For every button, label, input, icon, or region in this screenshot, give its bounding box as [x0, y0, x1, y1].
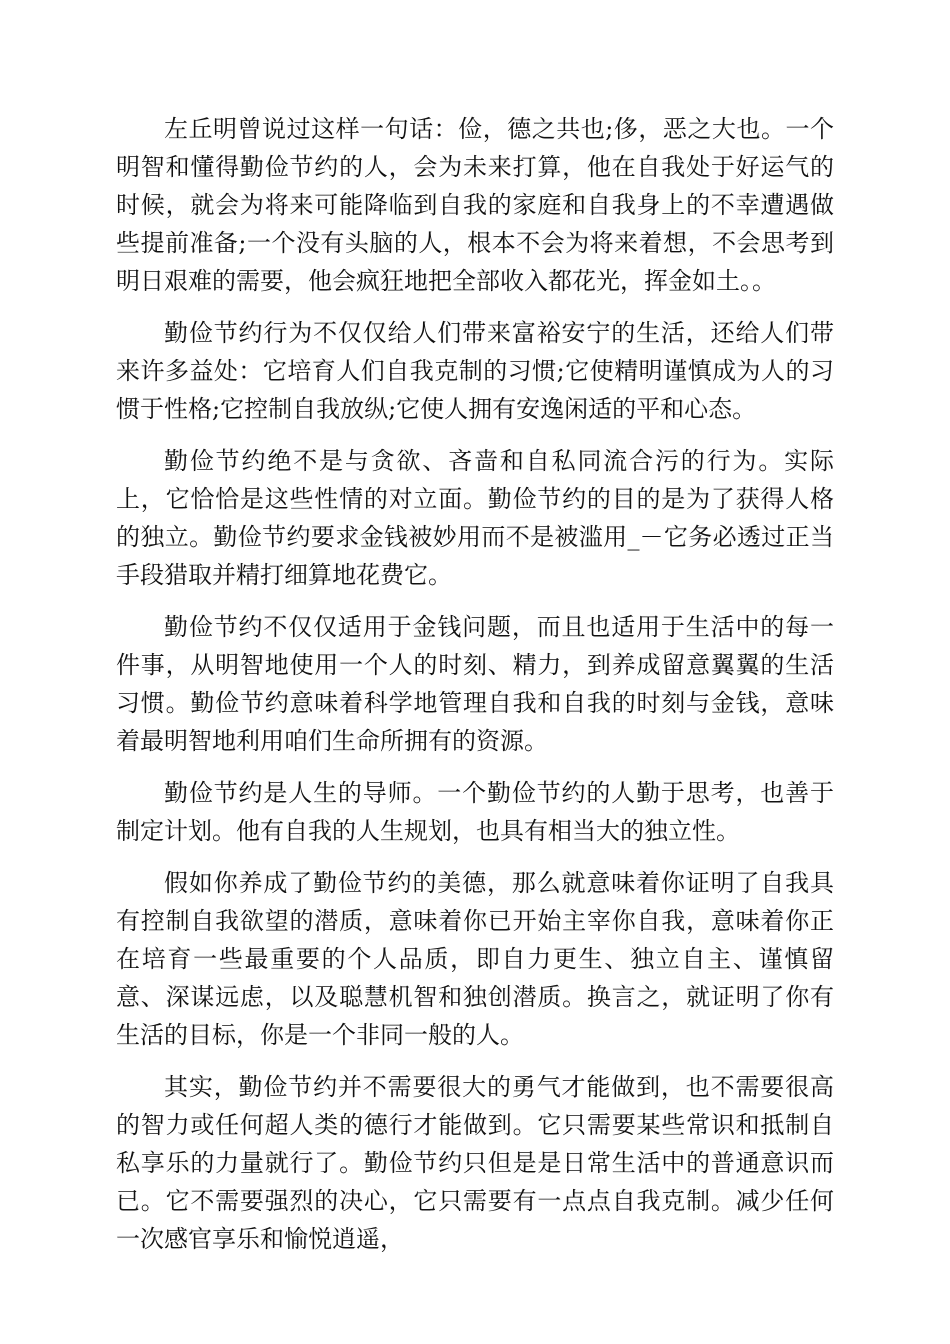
paragraph-6: 假如你养成了勤俭节约的美德，那么就意味着你证明了自我具有控制自我欲望的潜质，意味着你已开始主宰你自我，意味着你正在培育一些最重要的个人品质，即自力更生、独立自主、谨慎留意、深谋远虑，以及聪慧机智和独创潜质。换言之，就证明了你有生活的目标，你是一个非同一般的人。 [116, 869, 834, 1049]
paragraph-4: 勤俭节约不仅仅适用于金钱问题，而且也适用于生活中的每一件事，从明智地使用一个人的时刻、精力，到养成留意翼翼的生活习惯。勤俭节约意味着科学地管理自我和自我的时刻与金钱，意味着最明智地利用咱们生命所拥有的资源。 [116, 613, 834, 755]
document-body [116, 110, 834, 1272]
paragraph-7: 其实，勤俭节约并不需要很大的勇气才能做到，也不需要很高的智力或任何超人类的德行才能做到。它只需要某些常识和抵制自私享乐的力量就行了。勤俭节约只但是是日常生活中的普通意识而已。它不需要强烈的决心，它只需要有一点点自我克制。减少任何一次感官享乐和愉悦逍遥， [116, 1073, 834, 1253]
paragraph-3: 勤俭节约绝不是与贪欲、吝啬和自私同流合污的行为。实际上，它恰恰是这些性情的对立面。勤俭节约的目的是为了获得人格的独立。勤俭节约要求金钱被妙用而不是被滥用_－它务必透过正当手段猎取并精打细算地花费它。 [116, 447, 834, 589]
paragraph-2: 勤俭节约行为不仅仅给人们带来富裕安宁的生活，还给人们带来许多益处：它培育人们自我克制的习惯;它使精明谨慎成为人的习惯于性格;它控制自我放纵;它使人拥有安逸闲适的平和心态。 [116, 319, 834, 423]
paragraph-1: 左丘明曾说过这样一句话：俭，德之共也;侈，恶之大也。一个明智和懂得勤俭节约的人，会为未来打算，他在自我处于好运气的时候，就会为将来可能降临到自我的家庭和自我身上的不幸遭遇做些提前准备;一个没有头脑的人，根本不会为将来着想，不会思考到明日艰难的需要，他会疯狂地把全部收入都花光，挥金如土。。 [116, 115, 834, 295]
paragraph-5: 勤俭节约是人生的导师。一个勤俭节约的人勤于思考，也善于制定计划。他有自我的人生规划，也具有相当大的独立性。 [116, 779, 834, 845]
